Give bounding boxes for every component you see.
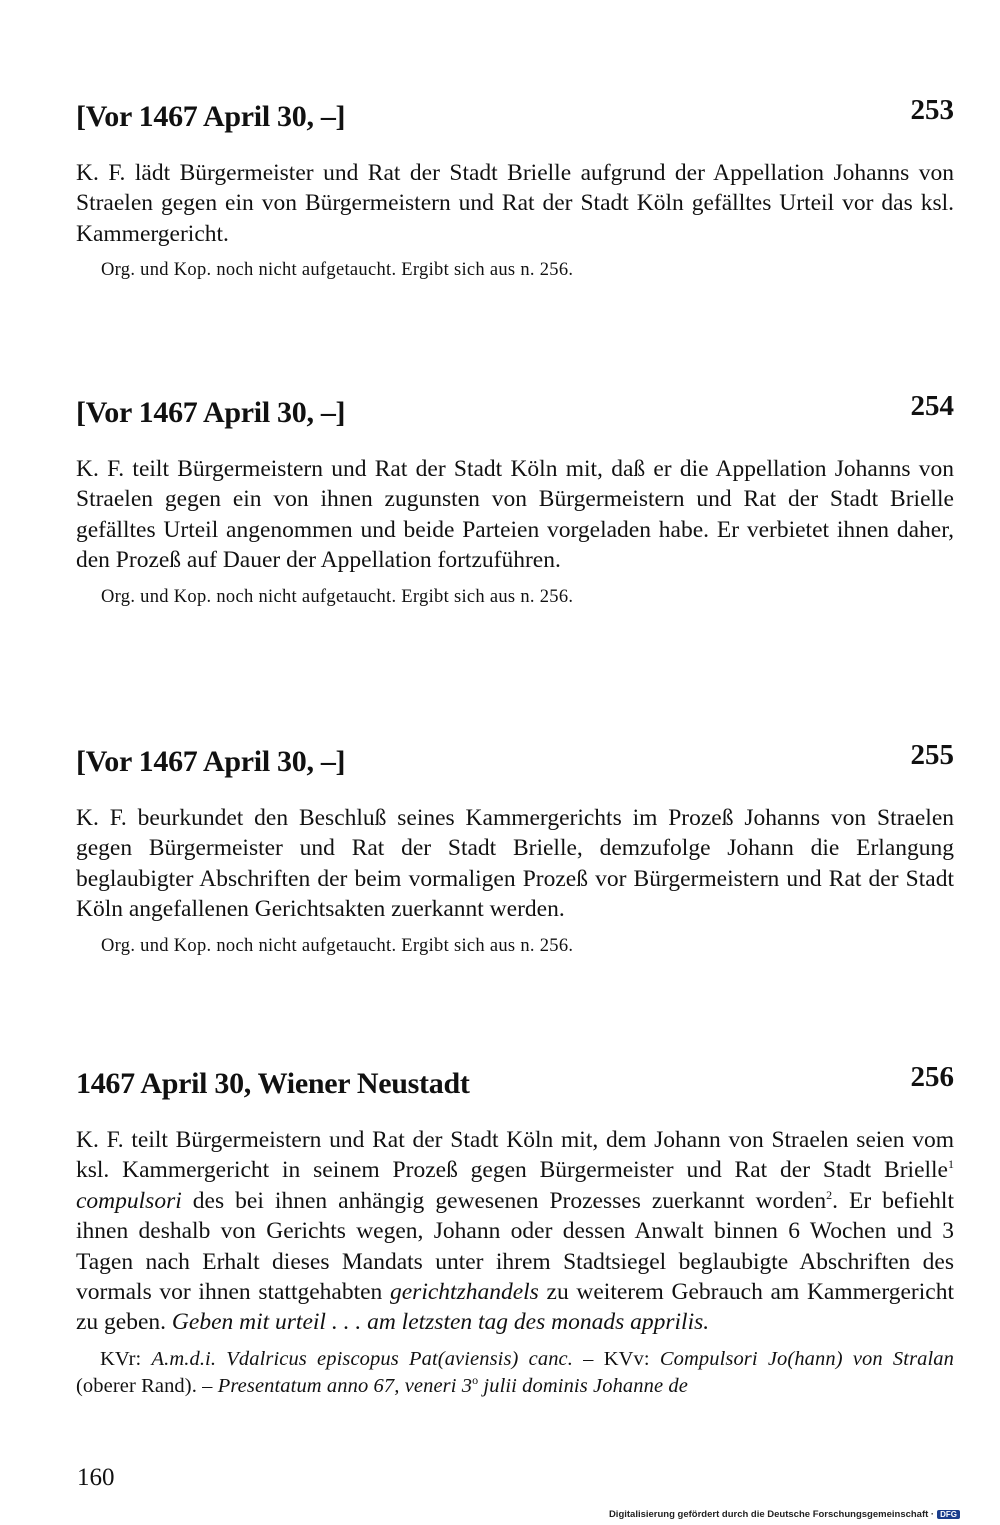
quoted-term: compulsori <box>76 1187 182 1214</box>
footer-text: Digitalisierung gefördert durch die Deutsche Forschungsgemeinschaft · <box>608 1509 935 1520</box>
quoted-formula: Geben mit urteil . . . am letzsten tag des monads apprilis. <box>171 1309 710 1336</box>
note-quote: Presentatum anno 67, veneri 3 <box>217 1374 473 1397</box>
entry-date: [Vor 1467 April 30, –] <box>76 100 346 133</box>
footnote-marker: 2 <box>826 1187 833 1202</box>
entry-254 <box>76 390 954 610</box>
entry-note <box>76 1346 954 1400</box>
entry-regest <box>76 1125 954 1338</box>
entry-number: 254 <box>910 390 954 422</box>
page-number: 160 <box>77 1464 115 1491</box>
text-segment: . Er befiehlt ihnen deshalb von Gerichts wegen, Johann oder dessen Anwalt binnen 6 Wochen und 3 Tagen nach Erhalt dieses Mandats unter ihrem Stadtsiegel beglaubigte Abschriften des vormals vor ihnen stattgehabten <box>76 1187 954 1306</box>
entry-date: 1467 April 30, Wiener Neustadt <box>76 1067 470 1100</box>
note-segment: – KVv: <box>572 1347 660 1370</box>
entry-256 <box>76 1061 954 1400</box>
entry-header <box>76 1061 954 1107</box>
footnote-marker: 1 <box>948 1157 954 1172</box>
entry-255 <box>76 739 954 959</box>
entry-regest: K. F. lädt Bürgermeister und Rat der Stadt Brielle aufgrund der Appellation Johanns von Straelen gegen ein von Bürgermeistern und Rat der Stadt Köln gefälltes Urteil vor das ksl. Kammergericht. <box>76 160 954 247</box>
text-segment: zu weiterem Gebrauch am Kammergericht zu geben. <box>76 1279 954 1336</box>
entry-number: 253 <box>910 94 954 126</box>
entry-number: 256 <box>910 1061 954 1093</box>
note-quote: A.m.d.i. Vdalricus episcopus Pat(aviensis) canc. <box>151 1347 573 1370</box>
text-segment: K. F. teilt Bürgermeistern und Rat der Stadt Köln mit, dem Johann von Straelen seien vom ksl. Kammergericht in seinem Prozeß gegen Bürgermeister und Rat der Stadt Brielle <box>76 1127 954 1184</box>
note-segment: (oberer Rand). – <box>76 1374 218 1397</box>
entry-note: Org. und Kop. noch nicht aufgetaucht. Ergibt sich aus n. 256. <box>101 586 574 607</box>
entry-note: Org. und Kop. noch nicht aufgetaucht. Ergibt sich aus n. 256. <box>101 260 574 281</box>
entry-253 <box>76 94 954 283</box>
quoted-term: gerichtzhandels <box>390 1279 539 1306</box>
entry-date: [Vor 1467 April 30, –] <box>76 745 346 778</box>
entry-date: [Vor 1467 April 30, –] <box>76 396 346 429</box>
entry-header <box>76 739 954 785</box>
text-segment: des bei ihnen anhängig gewesenen Prozesses zuerkannt worden <box>181 1187 827 1214</box>
note-quote: julii dominis Johanne de <box>478 1374 688 1397</box>
superscript: o <box>472 1373 479 1388</box>
dfg-logo: DFG <box>937 1510 960 1519</box>
entry-number: 255 <box>910 739 954 771</box>
entry-regest: K. F. teilt Bürgermeistern und Rat der Stadt Köln mit, daß er die Appellation Johanns von Straelen gegen ein von ihnen zugunsten von Bürgermeistern und Rat der Stadt Brielle gefälltes Urteil angenommen und beide Parteien vorgeladen habe. Er verbietet ihnen daher, den Prozeß auf Dauer der Appellation fortzuführen. <box>76 456 954 574</box>
entry-header <box>76 94 954 140</box>
entry-regest: K. F. beurkundet den Beschluß seines Kammergerichts im Prozeß Johanns von Straelen gegen Bürgermeister und Rat der Stadt Brielle, demzufolge Johann die Erlangung beglaubigter Abschriften der beim vormaligen Prozeß vor Bürgermeistern und Rat der Stadt Köln angefallenen Gerichtsakten zuerkannt werden. <box>76 805 954 923</box>
entry-note: Org. und Kop. noch nicht aufgetaucht. Ergibt sich aus n. 256. <box>101 935 574 956</box>
entry-header <box>76 390 954 436</box>
note-quote: Compulsori Jo(hann) von Stralan <box>659 1347 954 1370</box>
digitization-footer <box>609 1509 960 1520</box>
note-segment: KVr: <box>100 1347 152 1370</box>
